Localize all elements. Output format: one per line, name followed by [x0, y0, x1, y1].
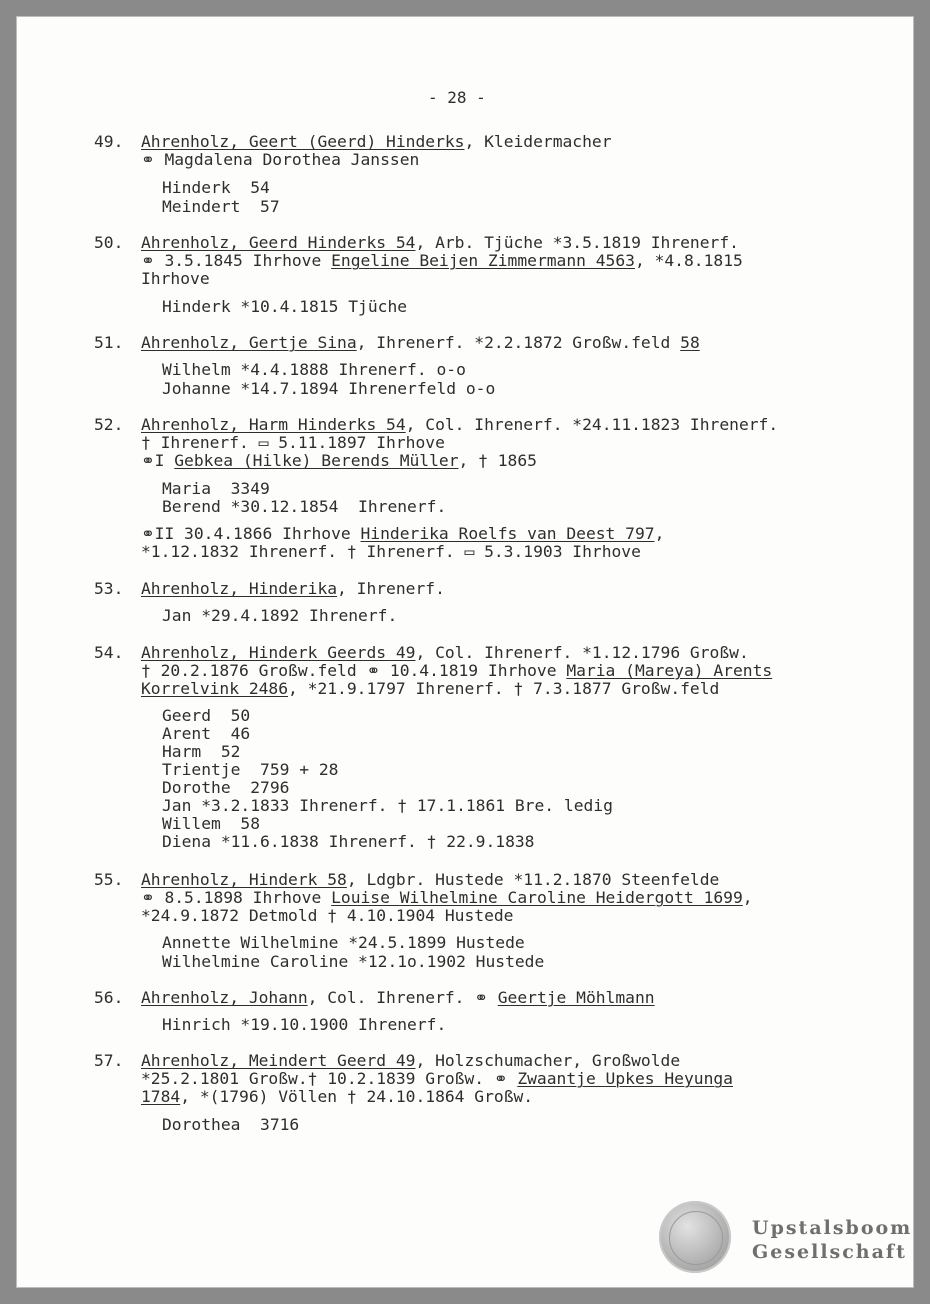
entry-number: 50. — [94, 233, 124, 252]
child-line: Johanne *14.7.1894 Ihrenerfeld o-o — [162, 379, 496, 398]
child-line: Dorothea 3716 — [162, 1115, 300, 1134]
society-logo-text: Upstalsboom Gesellschaft — [752, 1217, 913, 1263]
entry-line: ⚭I Gebkea (Hilke) Berends Müller, † 1865 — [141, 451, 537, 470]
child-line: Hinderk 54 — [162, 178, 270, 197]
child-line: Harm 52 — [162, 742, 241, 761]
entry-number: 51. — [94, 333, 124, 352]
child-line: Hinderk *10.4.1815 Tjüche — [162, 297, 408, 316]
entry-number: 52. — [94, 415, 124, 434]
child-line: Trientje 759 + 28 — [162, 760, 339, 779]
entry-line: Ahrenholz, Hinderk 58, Ldgbr. Hustede *11.2.1870 Steenfelde — [141, 870, 720, 889]
child-line: Jan *29.4.1892 Ihrenerf. — [162, 606, 398, 625]
seal-logo-icon — [659, 1201, 731, 1273]
entry-number: 57. — [94, 1051, 124, 1070]
child-line: Annette Wilhelmine *24.5.1899 Hustede — [162, 933, 525, 952]
document-page — [16, 16, 914, 1288]
entry-line: † Ihrenerf. ▭ 5.11.1897 Ihrhove — [141, 433, 445, 452]
entry-line: Ahrenholz, Gertje Sina, Ihrenerf. *2.2.1872 Großw.feld 58 — [141, 333, 700, 352]
child-line: Meindert 57 — [162, 197, 280, 216]
entry-line: *25.2.1801 Großw.† 10.2.1839 Großw. ⚭ Zwaantje Upkes Heyunga — [141, 1069, 733, 1088]
entry-line: Ahrenholz, Geert (Geerd) Hinderks, Kleidermacher — [141, 132, 612, 151]
entry-number: 49. — [94, 132, 124, 151]
entry-line: Ahrenholz, Meindert Geerd 49, Holzschumacher, Großwolde — [141, 1051, 681, 1070]
page-number: - 28 - — [428, 88, 486, 107]
entry-line: 1784, *(1796) Völlen † 24.10.1864 Großw. — [141, 1087, 534, 1106]
entry-line: ⚭ Magdalena Dorothea Janssen — [141, 150, 420, 169]
child-line: Dorothe 2796 — [162, 778, 290, 797]
entry-line: ⚭II 30.4.1866 Ihrhove Hinderika Roelfs van Deest 797, — [141, 524, 665, 543]
entry-line: † 20.2.1876 Großw.feld ⚭ 10.4.1819 Ihrhove Maria (Mareya) Arents — [141, 661, 773, 680]
child-line: Berend *30.12.1854 Ihrenerf. — [162, 497, 447, 516]
child-line: Wilhelm *4.4.1888 Ihrenerf. o-o — [162, 360, 466, 379]
entry-line: Ihrhove — [141, 269, 210, 288]
entry-line: Ahrenholz, Hinderk Geerds 49, Col. Ihrenerf. *1.12.1796 Großw. — [141, 643, 749, 662]
entry-number: 56. — [94, 988, 124, 1007]
entry-line: ⚭ 3.5.1845 Ihrhove Engeline Beijen Zimmermann 4563, *4.8.1815 — [141, 251, 743, 270]
entry-line: Ahrenholz, Geerd Hinderks 54, Arb. Tjüche *3.5.1819 Ihrenerf. — [141, 233, 739, 252]
entry-line: *24.9.1872 Detmold † 4.10.1904 Hustede — [141, 906, 514, 925]
entry-number: 54. — [94, 643, 124, 662]
child-line: Willem 58 — [162, 814, 261, 833]
entry-line: *1.12.1832 Ihrenerf. † Ihrenerf. ▭ 5.3.1903 Ihrhove — [141, 542, 641, 561]
child-line: Diena *11.6.1838 Ihrenerf. † 22.9.1838 — [162, 832, 535, 851]
child-line: Maria 3349 — [162, 479, 270, 498]
entry-number: 53. — [94, 579, 124, 598]
entry-number: 55. — [94, 870, 124, 889]
child-line: Jan *3.2.1833 Ihrenerf. † 17.1.1861 Bre. ledig — [162, 796, 613, 815]
child-line: Arent 46 — [162, 724, 251, 743]
entry-line: Ahrenholz, Johann, Col. Ihrenerf. ⚭ Geertje Möhlmann — [141, 988, 655, 1007]
child-line: Geerd 50 — [162, 706, 251, 725]
child-line: Wilhelmine Caroline *12.1o.1902 Hustede — [162, 952, 545, 971]
child-line: Hinrich *19.10.1900 Ihrenerf. — [162, 1015, 447, 1034]
entry-line: Ahrenholz, Harm Hinderks 54, Col. Ihrenerf. *24.11.1823 Ihrenerf. — [141, 415, 779, 434]
entry-line: ⚭ 8.5.1898 Ihrhove Louise Wilhelmine Caroline Heidergott 1699, — [141, 888, 753, 907]
entry-line: Ahrenholz, Hinderika, Ihrenerf. — [141, 579, 445, 598]
entry-line: Korrelvink 2486, *21.9.1797 Ihrenerf. † 7.3.1877 Großw.feld — [141, 679, 720, 698]
